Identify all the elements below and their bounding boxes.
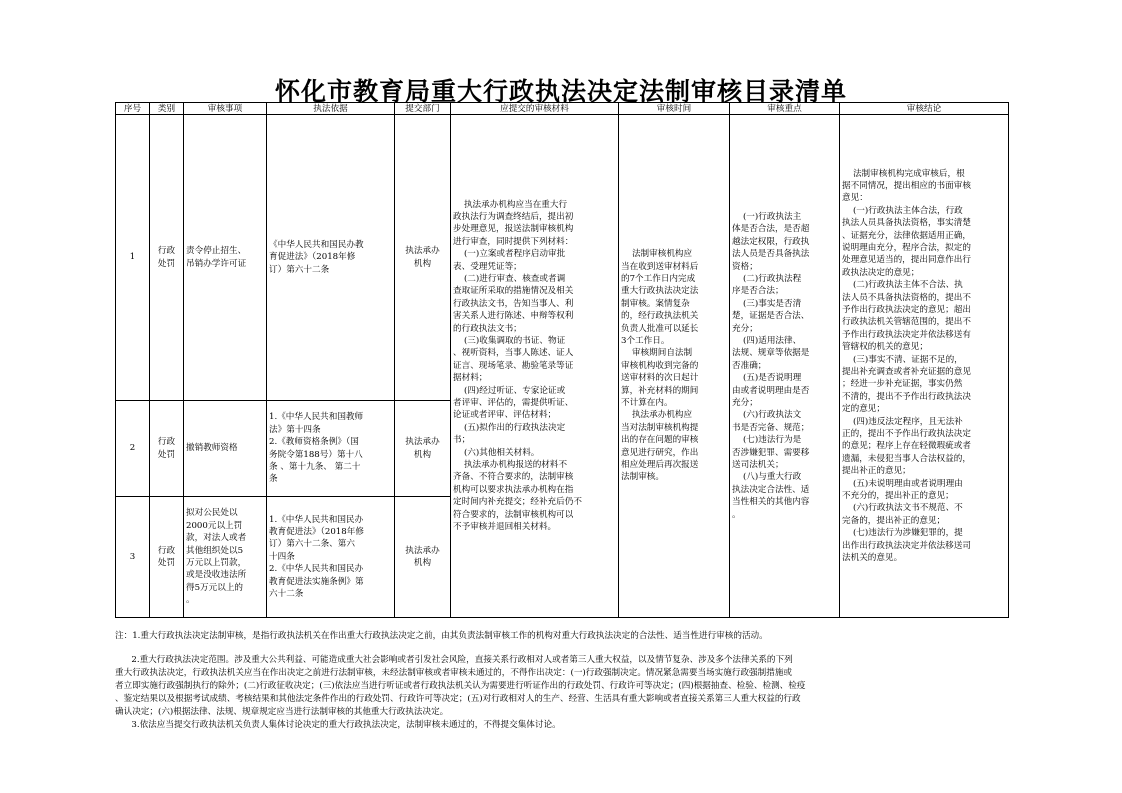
row-category: 行政 处罚: [150, 115, 184, 401]
row-item: 拟对公民处以 2000元以上罚 款，对法人或者 其他组织处以5 万元以上罚款， 或是没收违法所 得5万元以上的 。: [184, 497, 267, 618]
row-dept: 执法承办 机构: [395, 401, 451, 497]
review-catalog-table: [115, 102, 1009, 618]
header-materials: 应提交的审核材料: [451, 103, 619, 115]
note-1: 注：1.重大行政执法决定法制审核，是指行政执法机关在作出重大行政执法决定之前，由其负责法制审核工作的机构对重大行政执法决定的合法性、适当性进行审核的活动。: [115, 631, 768, 641]
row-dept: 执法承办 机构: [395, 497, 451, 618]
notes: [115, 630, 1010, 732]
row-dept: 执法承办 机构: [395, 115, 451, 401]
row-no: 1: [116, 115, 150, 401]
materials-cell: 执法承办机构应当在重大行 政执法行为调查终结后，提出初 步处理意见，报送法制审核机构 进行审查，同时提供下列材料： (一)立案或者程序启动审批 表、受理凭证等； (二)进行审查、核查或者调 查取证所采取的措施情况及相关 行政执法文书，告知当事人、利 害关系人进行陈述、申辩等权利 的行政执法文书； (三)收集调取的书证、物证 、视听资料，当事人陈述、证人 证言、现场笔录、勘验笔录等证 据材料； (四)经过听证、专家论证或 者评审、评估的，需提供听证、 论证或者评审、评估材料； (五)拟作出的行政执法决定 书； (六)其他相关材料。 执法承办机构报送的材料不 齐备、不符合要求的，法制审核 机构可以要求执法承办机构在指 定时间内补充提交；经补充后仍不 符合要求的，法制审核机构可以 不予审核并退回相关材料。: [451, 115, 619, 618]
note-2: 2.重大行政执法决定范围。涉及重大公共利益、可能造成重大社会影响或者引发社会风险，直接关系行政相对人或者第三人重大权益，以及情节复杂、涉及多个法律关系的下列 重大行政执法决定，行政执法机关应当在作出决定之前进行法制审核，未经法制审核或者审核未通过的，不得作出决定：(一)行政强制决定。情况紧急需要当场实施行政强制措施或 者立即实施行政强制执行的除外；(二)行政征收决定；(三)依法应当进行听证或者行政执法机关认为需要进行听证作出的行政处罚、行政许可等决定；(四)根据抽查、检验、检测、检疫 、鉴定结果以及根据考试成绩、考核结果和其他法定条件作出的行政处罚、行政许可等决定；(五)对行政相对人的生产、经营、生活具有重大影响或者直接关系第三人重大权益的行政 确认决定；(六)根据法律、法规、规章规定应当进行法制审核的其他重大行政执法决定。: [115, 655, 806, 717]
note-3: 3.依法应当提交行政执法机关负责人集体讨论决定的重大行政执法决定，法制审核未通过的，不得提交集体讨论。: [115, 720, 561, 730]
header-category: 类别: [150, 103, 184, 115]
row-basis: 1.《中华人民共和国民办 教育促进法》（2018年修 订）第六十二条、第六 十四条 2.《中华人民共和国民办 教育促进法实施条例》第 六十二条: [267, 497, 395, 618]
row-category: 行政 处罚: [150, 497, 184, 618]
header-no: 序号: [116, 103, 150, 115]
header-time: 审核时间: [619, 103, 730, 115]
header-dept: 提交部门: [395, 103, 451, 115]
row-no: 3: [116, 497, 150, 618]
row-item: 撤销教师资格: [184, 401, 267, 497]
time-cell: 法制审核机构应 当在收到送审材料后 的7个工作日内完成 重大行政执法决定法 制审核。案情复杂 的，经行政执法机关 负责人批准可以延长 3个工作日。 审核期间自法制 审核机构收到完备的 送审材料的次日起计 算，补充材料的期间 不计算在内。 执法承办机构应 当对法制审核机构提 出的存在问题的审核 意见进行研究，作出 相应处理后再次报送 法制审核。: [619, 115, 730, 618]
row-no: 2: [116, 401, 150, 497]
header-conclusion: 审核结论: [840, 103, 1009, 115]
focus-cell: (一)行政执法主 体是否合法，是否超 越法定权限，行政执 法人员是否具备执法 资格； (二)行政执法程 序是否合法； (三)事实是否清 楚，证据是否合法、 充分； (四)适用法律、 法规、规章等依据是 否准确； (五)是否说明理 由或者说明理由是否 充分； (六)行政执法文 书是否完备、规范； (七)违法行为是 否涉嫌犯罪、需要移 送司法机关； (八)与重大行政 执法决定合法性、适 当性相关的其他内容 。: [730, 115, 840, 618]
header-focus: 审核重点: [730, 103, 840, 115]
table-header-row: [116, 103, 1009, 115]
row-category: 行政 处罚: [150, 401, 184, 497]
header-basis: 执法依据: [267, 103, 395, 115]
row-basis: 《中华人民共和国民办教 育促进法》（2018年修 订）第六十二条: [267, 115, 395, 401]
table-row: [116, 115, 1009, 401]
conclusion-cell: 法制审核机构完成审核后，根 据不同情况，提出相应的书面审核 意见： (一)行政执法主体合法，行政 执法人员具备执法资格，事实清楚 、证据充分，法律依据适用正确， 说明理由充分，程序合法，拟定的 处理意见适当的，提出同意作出行 政执法决定的意见； (二)行政执法主体不合法、执 法人员不具备执法资格的，提出不 予作出行政执法决定的意见；超出 行政执法机关管辖范围的，提出不 予作出行政执法决定并依法移送有 管辖权的机关的意见； (三)事实不清、证据不足的， 提出补充调查或者补充证据的意见 ；经进一步补充证据，事实仍然 不清的，提出不予作出行政执法决 定的意见； (四)违反法定程序，且无法补 正的，提出不予作出行政执法决定 的意见；程序上存在轻微瑕疵或者 遗漏，未侵犯当事人合法权益的， 提出补正的意见； (五)未说明理由或者说明理由 不充分的，提出补正的意见； (六)行政执法文书不规范、不 完备的，提出补正的意见； (七)违法行为涉嫌犯罪的，提 出作出行政执法决定并依法移送司 法机关的意见。: [840, 115, 1009, 618]
row-item: 责令停止招生、 吊销办学许可证: [184, 115, 267, 401]
page-title: 怀化市教育局重大行政执法决定法制审核目录清单: [274, 77, 847, 106]
header-item: 审核事项: [184, 103, 267, 115]
row-basis: 1.《中华人民共和国教师 法》第十四条 2.《教师资格条例》（国 务院令第188号）第十八 条 、第十九条、 第二十 条: [267, 401, 395, 497]
